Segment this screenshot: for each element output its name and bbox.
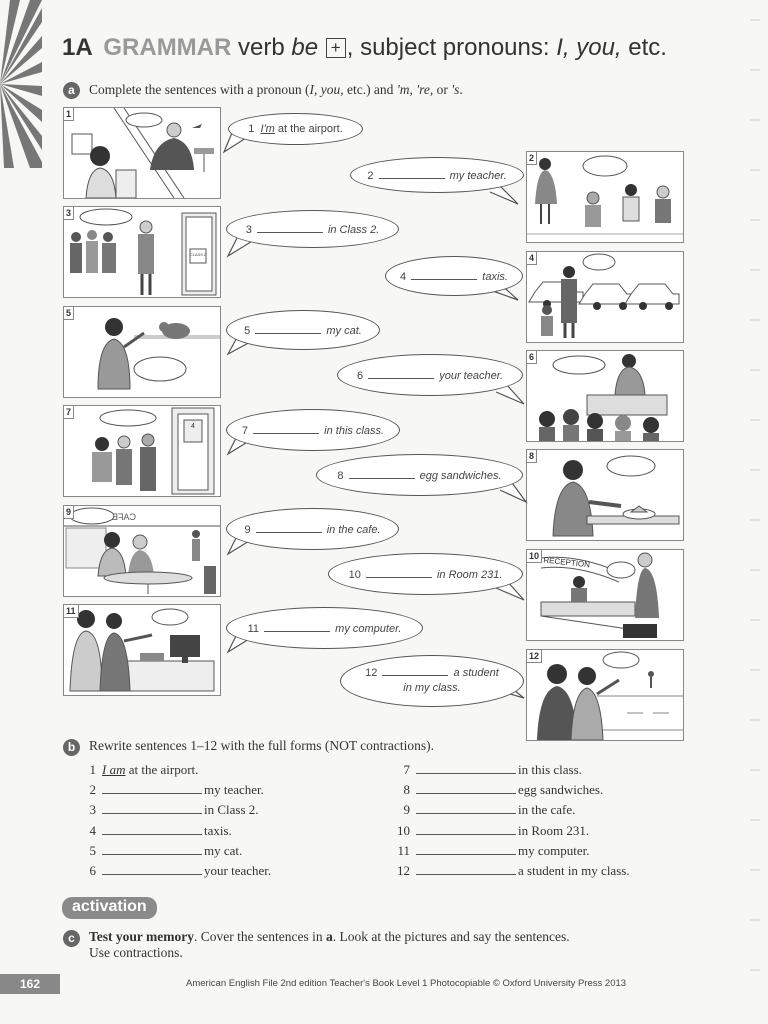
row-text: in this class. [518,762,582,777]
exercise-b-instruction: Rewrite sentences 1–12 with the full forms (NOT contractions). [89,738,435,753]
bubble-number: 6 [356,369,364,382]
activation-instruction [89,929,570,945]
row-number: 5 [89,843,96,858]
bubble-text: in Room 231. [436,568,503,581]
answer-blank[interactable] [253,424,319,434]
example-answer: I'm [260,123,275,135]
activation-text: . Cover the sentences in [194,929,326,944]
answer-blank[interactable] [366,568,432,578]
cafe-sign-text: CAFE [111,512,136,522]
answer-blank[interactable] [416,803,516,814]
reception-illustration [527,550,683,640]
title-text: verb [238,34,292,61]
teacher-children-illustration [527,152,683,242]
bubble-text: in Class 2. [327,223,380,236]
rewrite-row-5 [78,843,242,859]
class-sign-text: CLASS 2 [189,252,207,257]
page-number: 162 [0,974,60,994]
answer-blank[interactable] [102,864,202,875]
picture-number: 1 [64,108,74,121]
students-illustration [527,650,683,740]
bubble-9 [226,508,399,550]
title-end: etc. [621,34,667,61]
row-number: 3 [89,802,96,817]
answer-blank[interactable] [416,783,516,794]
answer-blank[interactable] [256,523,322,533]
answer-blank[interactable] [416,844,516,855]
picture-number: 7 [64,406,74,419]
taxis-illustration [527,252,683,342]
answer-blank[interactable] [416,824,516,835]
bubble-1 [228,113,363,145]
activation-text-2: . Look at the pictures and say the sentences. [332,929,570,944]
row-number: 2 [89,782,96,797]
picture-6-class-teacher [526,350,684,442]
row-text: your teacher. [204,863,272,878]
bubble-number: 1 [248,123,255,135]
bubble-text: in this class. [324,424,385,437]
bubble-number: 7 [241,424,249,437]
bubble-number: 9 [244,523,251,536]
plus-box-icon: + [326,38,346,58]
bubble-8 [316,454,523,496]
row-number: 7 [403,762,410,777]
answer-blank[interactable] [102,844,202,855]
instr-part: or [433,82,452,97]
picture-number: 11 [64,605,79,618]
footer-credit [186,978,626,989]
page-edge-marks [748,10,762,1010]
title-pronouns: I, you, [556,34,622,61]
row-number: 1 [89,762,96,777]
bubble-text: in the cafe. [326,523,381,536]
title-be: be [291,34,319,61]
exercise-a-instruction [89,82,463,98]
row-number: 8 [403,782,410,797]
picture-number: 9 [64,506,74,519]
bubble-text: at the airport. [277,123,343,135]
cat-illustration [64,307,220,397]
rewrite-row-3 [78,802,259,818]
instr-pronouns: I, you, [309,82,344,97]
instr-part: Complete the sentences with a pronoun ( [89,82,310,97]
row-number: 6 [89,863,96,878]
picture-1-airport [63,107,221,199]
rewrite-row-9 [392,802,575,818]
instr-part: etc.) and [343,82,397,97]
instr-forms: 'm, 're, [396,82,434,97]
answer-blank[interactable] [349,469,415,479]
answer-blank[interactable] [102,783,202,794]
picture-2-teacher [526,151,684,243]
bubble-7 [226,409,400,451]
bubble-number: 12 [365,667,378,679]
rewrite-row-6 [78,863,271,879]
bubble-text: my teacher. [449,169,507,182]
picture-number: 5 [64,307,74,320]
answer-blank[interactable] [102,803,202,814]
picture-number: 2 [527,152,537,165]
bubble-6 [337,354,523,396]
sunburst-decoration [0,0,42,168]
bubble-text: egg sandwiches. [419,469,502,482]
bubble-text: your teacher. [439,369,504,382]
row-text: in Room 231. [518,823,590,838]
answer-blank[interactable] [264,622,330,632]
reception-sign-text: RECEPTION [542,555,591,570]
bubble-5 [226,310,380,350]
answer-blank[interactable] [257,223,323,233]
teacher-class-illustration [527,351,683,441]
answer-blank[interactable] [102,824,202,835]
answer-blank[interactable] [255,324,321,334]
row-number: 10 [397,823,410,838]
class-door-illustration [64,207,220,297]
activation-bold: Test your memory [89,929,194,944]
rewrite-row-11 [392,843,590,859]
bubble-number: 10 [348,568,361,581]
activation-tag: activation [62,897,157,919]
picture-7-classroom-door [63,405,221,497]
section-name: GRAMMAR [103,34,232,61]
rewrite-row-1 [78,762,198,778]
activation-instruction-line2: Use contractions. [89,945,183,960]
row-number: 11 [397,843,410,858]
sandwiches-illustration [527,450,683,540]
title-text-2: , subject pronouns: [346,34,557,61]
answer-blank[interactable] [379,169,445,179]
cafe-illustration [64,506,220,596]
picture-9-cafe [63,505,221,597]
row-text: my cat. [204,843,243,858]
bubble-number: 5 [244,324,251,337]
exercise-a-badge: a [63,82,80,99]
bubble-number: 4 [400,270,407,283]
activation-bold-a: a [325,929,333,944]
bubble-number: 2 [367,169,374,182]
lesson-number: 1A [62,34,93,61]
row-text: in Class 2. [204,802,259,817]
rewrite-row-4 [78,823,232,839]
picture-8-sandwiches [526,449,684,541]
row-text: my computer. [518,843,590,858]
row-number: 9 [403,802,410,817]
footer-copyright: Photocopiable © Oxford University Press 2013 [427,978,627,989]
row-number: 4 [89,823,96,838]
exercise-c-badge: c [63,930,80,947]
bubble-2 [350,157,524,193]
computer-illustration [64,605,220,695]
answer-blank[interactable] [368,369,434,379]
picture-5-cat [63,306,221,398]
answer-blank[interactable] [382,666,448,676]
picture-4-taxis [526,251,684,343]
students-door-illustration [64,406,220,496]
row-text: egg sandwiches. [518,782,604,797]
picture-number: 3 [64,207,74,220]
row-number: 12 [397,863,410,878]
bubble-number: 8 [337,469,344,482]
picture-number: 10 [527,550,542,563]
picture-3-class [63,206,221,298]
picture-12-students [526,649,684,741]
rewrite-row-10 [392,823,589,839]
bubble-number: 11 [247,622,260,635]
bubble-text: my computer. [335,622,402,635]
picture-number: 4 [527,252,537,265]
bubble-12 [340,655,524,707]
bubble-number: 3 [245,223,252,236]
bubble-text: my cat. [326,324,362,337]
row-text: at the airport. [128,762,199,777]
example-answer: I am [102,762,126,777]
answer-blank[interactable] [416,763,516,774]
row-text: in the cafe. [518,802,576,817]
row-text: my teacher. [204,782,264,797]
picture-number: 6 [527,351,537,364]
bubble-text: a student [453,667,499,679]
picture-number: 12 [527,650,542,663]
exercise-b-badge: b [63,739,80,756]
bubble-text: taxis. [482,270,508,283]
bubble-11 [226,607,423,649]
picture-number: 8 [527,450,537,463]
footer-book: American English File 2nd edition Teacher's Book Level 1 [186,978,428,989]
bubble-3 [226,210,399,248]
instr-part: . [459,82,463,97]
airport-phone-illustration [64,108,220,198]
row-text: a student in my class. [518,863,630,878]
rewrite-row-12 [392,863,630,879]
picture-11-computer [63,604,221,696]
door-number-text: 4 [191,423,195,430]
row-text: taxis. [204,823,232,838]
rewrite-row-8 [392,782,603,798]
bubble-text-line2: in my class. [403,682,461,694]
bubble-4 [385,256,523,296]
picture-10-reception [526,549,684,641]
answer-blank[interactable] [416,864,516,875]
instr-form-s: 's [451,82,460,97]
answer-blank[interactable] [411,270,477,280]
rewrite-row-7 [392,762,582,778]
page-title [62,34,667,62]
rewrite-row-2 [78,782,264,798]
bubble-10 [328,553,523,595]
